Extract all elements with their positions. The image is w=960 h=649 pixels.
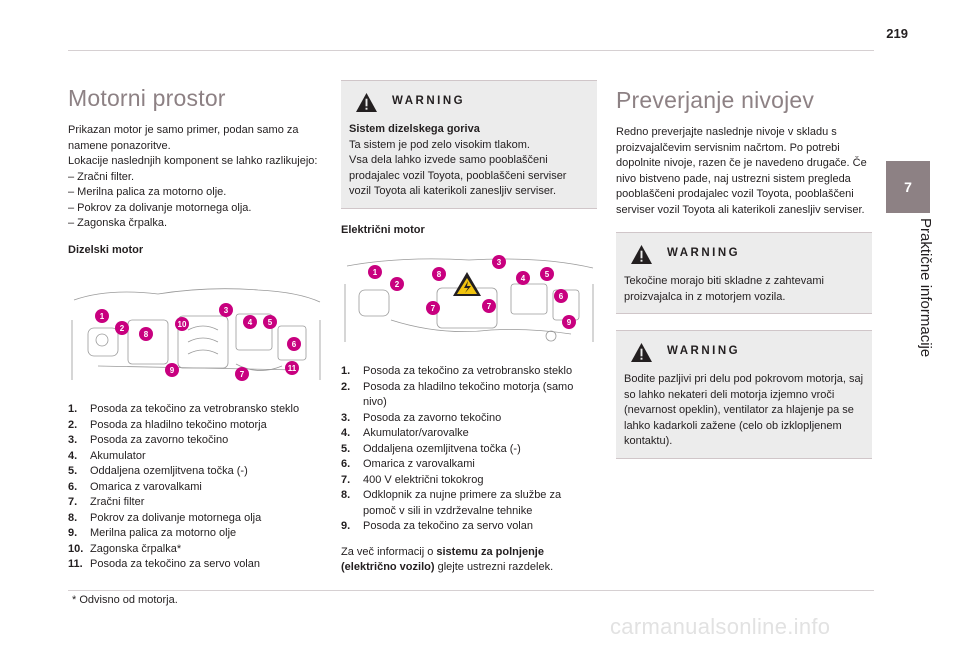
svg-text:10: 10 (177, 320, 187, 329)
svg-text:5: 5 (267, 318, 273, 327)
svg-text:2: 2 (394, 280, 400, 289)
warning-box-engine-hot (616, 330, 872, 459)
list-item: 1. Posoda za tekočino za vetrobransko steklo (68, 403, 300, 415)
list-item: 2. Posoda za hladilno tekočino motorja (68, 418, 267, 431)
electric-engine-illustration (341, 250, 597, 350)
svg-text:4: 4 (247, 318, 253, 327)
svg-text:3: 3 (496, 258, 502, 267)
warning-triangle-icon (630, 244, 653, 265)
svg-text:1: 1 (99, 312, 105, 321)
chapter-title: Praktične informacije (917, 218, 934, 358)
list-item: 5. Oddaljena ozemljitvena točka (-) (341, 442, 521, 455)
top-divider (68, 50, 874, 51)
watermark: carmanualsonline.info (610, 614, 831, 639)
diesel-engine-illustration (68, 280, 324, 388)
list-item: 1. Posoda za tekočino za vetrobransko steklo (341, 365, 573, 377)
warning-label: WARNING (667, 247, 741, 260)
warning-text: Tekočine morajo biti skladne z zahtevami proizvajalca in z motorjem vozila. (624, 275, 824, 303)
list-item: 6. Omarica z varovalkami (68, 480, 202, 493)
list-item: 3. Posoda za zavorno tekočino (341, 411, 502, 424)
list-item: 3. Posoda za zavorno tekočino (68, 434, 229, 446)
list-item: 7. 400 V električni tokokrog (341, 473, 484, 486)
footnote: * Odvisno od motorja. (72, 594, 178, 606)
list-item: 9. Merilna palica za motorno olje (68, 527, 237, 539)
list-item: 2. Posoda za hladilno tekočino motorja (samo nivo) (341, 380, 574, 408)
svg-text:3: 3 (223, 306, 229, 315)
list-item: 8. Odklopnik za nujne primere za službe za pomoč v sili in vzdrževalne tehnike (341, 489, 562, 517)
svg-text:7: 7 (486, 302, 492, 311)
chapter-tab[interactable]: 7 (886, 161, 930, 213)
warning-header (349, 88, 589, 116)
section-title-engine: Motorni prostor (68, 85, 226, 111)
levels-intro: Redno preverjajte naslednje nivoje v skladu s proizvajalčevim servisnim načrtom. Po potrebi dopolnite nivoje, razen če je navedeno drugače. Če nivo bistveno pade, naj ustrezni sistem pregleda pooblaščeni prodajalec vozil Toyota, pooblaščeni serviser vozil Toyota ali katerikoli zanesljiv serviser. (616, 126, 867, 216)
column-engine-compartment (68, 70, 324, 573)
electric-component-list (341, 364, 597, 535)
list-item: 10. Zagonska črpalka* (68, 542, 182, 555)
svg-text:5: 5 (544, 270, 550, 279)
warning-box-fluids (616, 232, 872, 314)
warning-label: WARNING (667, 345, 741, 358)
warning-text: Bodite pazljivi pri delu pod pokrovom motorja, saj so lahko nekateri deli motorja izjemno vroči (nevarnost opeklin), ventilator za hlajenje pa se lahko kadarkoli zažene (celo ob izklopljenem kontaktu). (624, 373, 864, 447)
svg-text:1: 1 (372, 268, 378, 277)
list-item: 8. Pokrov za dolivanje motornega olja (68, 511, 262, 524)
svg-text:6: 6 (291, 340, 297, 349)
warning-heading: Sistem dizelskega goriva (349, 123, 480, 135)
svg-text:8: 8 (436, 270, 442, 279)
svg-text:8: 8 (143, 330, 149, 339)
svg-text:2: 2 (119, 324, 125, 333)
list-item: 4. Akumulator (68, 449, 146, 462)
page-number: 219 (886, 26, 908, 41)
warning-triangle-icon (630, 342, 653, 363)
warning-header (624, 240, 864, 268)
svg-text:9: 9 (566, 318, 572, 327)
list-item: 5. Oddaljena ozemljitvena točka (-) (68, 465, 248, 477)
diesel-subheading: Dizelski motor (68, 243, 144, 256)
high-voltage-warning-icon (453, 272, 481, 296)
warning-label: WARNING (392, 95, 466, 108)
svg-text:6: 6 (558, 292, 564, 301)
diesel-engine-diagram (68, 280, 324, 388)
svg-text:7: 7 (430, 304, 436, 313)
diesel-component-list (68, 402, 324, 573)
bottom-divider (68, 590, 874, 591)
list-item: 6. Omarica z varovalkami (341, 458, 475, 470)
svg-text:11: 11 (287, 364, 297, 373)
svg-text:9: 9 (169, 366, 175, 375)
electric-engine-diagram (341, 250, 597, 350)
warning-text: Ta sistem je pod zelo visokim tlakom. Vsa dela lahko izvede samo pooblaščeni prodajalec vozil Toyota, pooblaščeni serviser vozil Toyota ali katerikoli zanesljiv serviser. (349, 138, 567, 197)
svg-text:4: 4 (520, 274, 526, 283)
svg-text:7: 7 (239, 370, 245, 379)
charging-system-link: sistemu za polnjenje (električno vozilo) (341, 545, 544, 573)
warning-box-fuel (341, 80, 597, 209)
list-item: 4. Akumulator/varovalke (341, 427, 469, 439)
charging-reference: Za več informacij o sistemu za polnjenje (električno vozilo) glejte ustrezni razdelek. (341, 545, 554, 573)
warning-triangle-icon (355, 92, 378, 113)
warning-header (624, 338, 864, 366)
list-item: 9. Posoda za tekočino za servo volan (341, 520, 533, 532)
column-warning-electric (341, 80, 597, 576)
electric-subheading: Električni motor (341, 223, 425, 236)
engine-intro: Prikazan motor je samo primer, podan samo za namene ponazoritve. Lokacije naslednjih komponent se lahko razlikujejo: – Zračni filter. – Merilna palica za motorno olje. – Pokrov za dolivanje motornega olja. – Zagonska črpalka. (68, 124, 318, 229)
list-item: 11. Posoda za tekočino za servo volan (68, 558, 260, 570)
column-level-checks (616, 70, 872, 459)
list-item: 7. Zračni filter (68, 496, 145, 508)
section-title-levels: Preverjanje nivojev (616, 87, 815, 113)
